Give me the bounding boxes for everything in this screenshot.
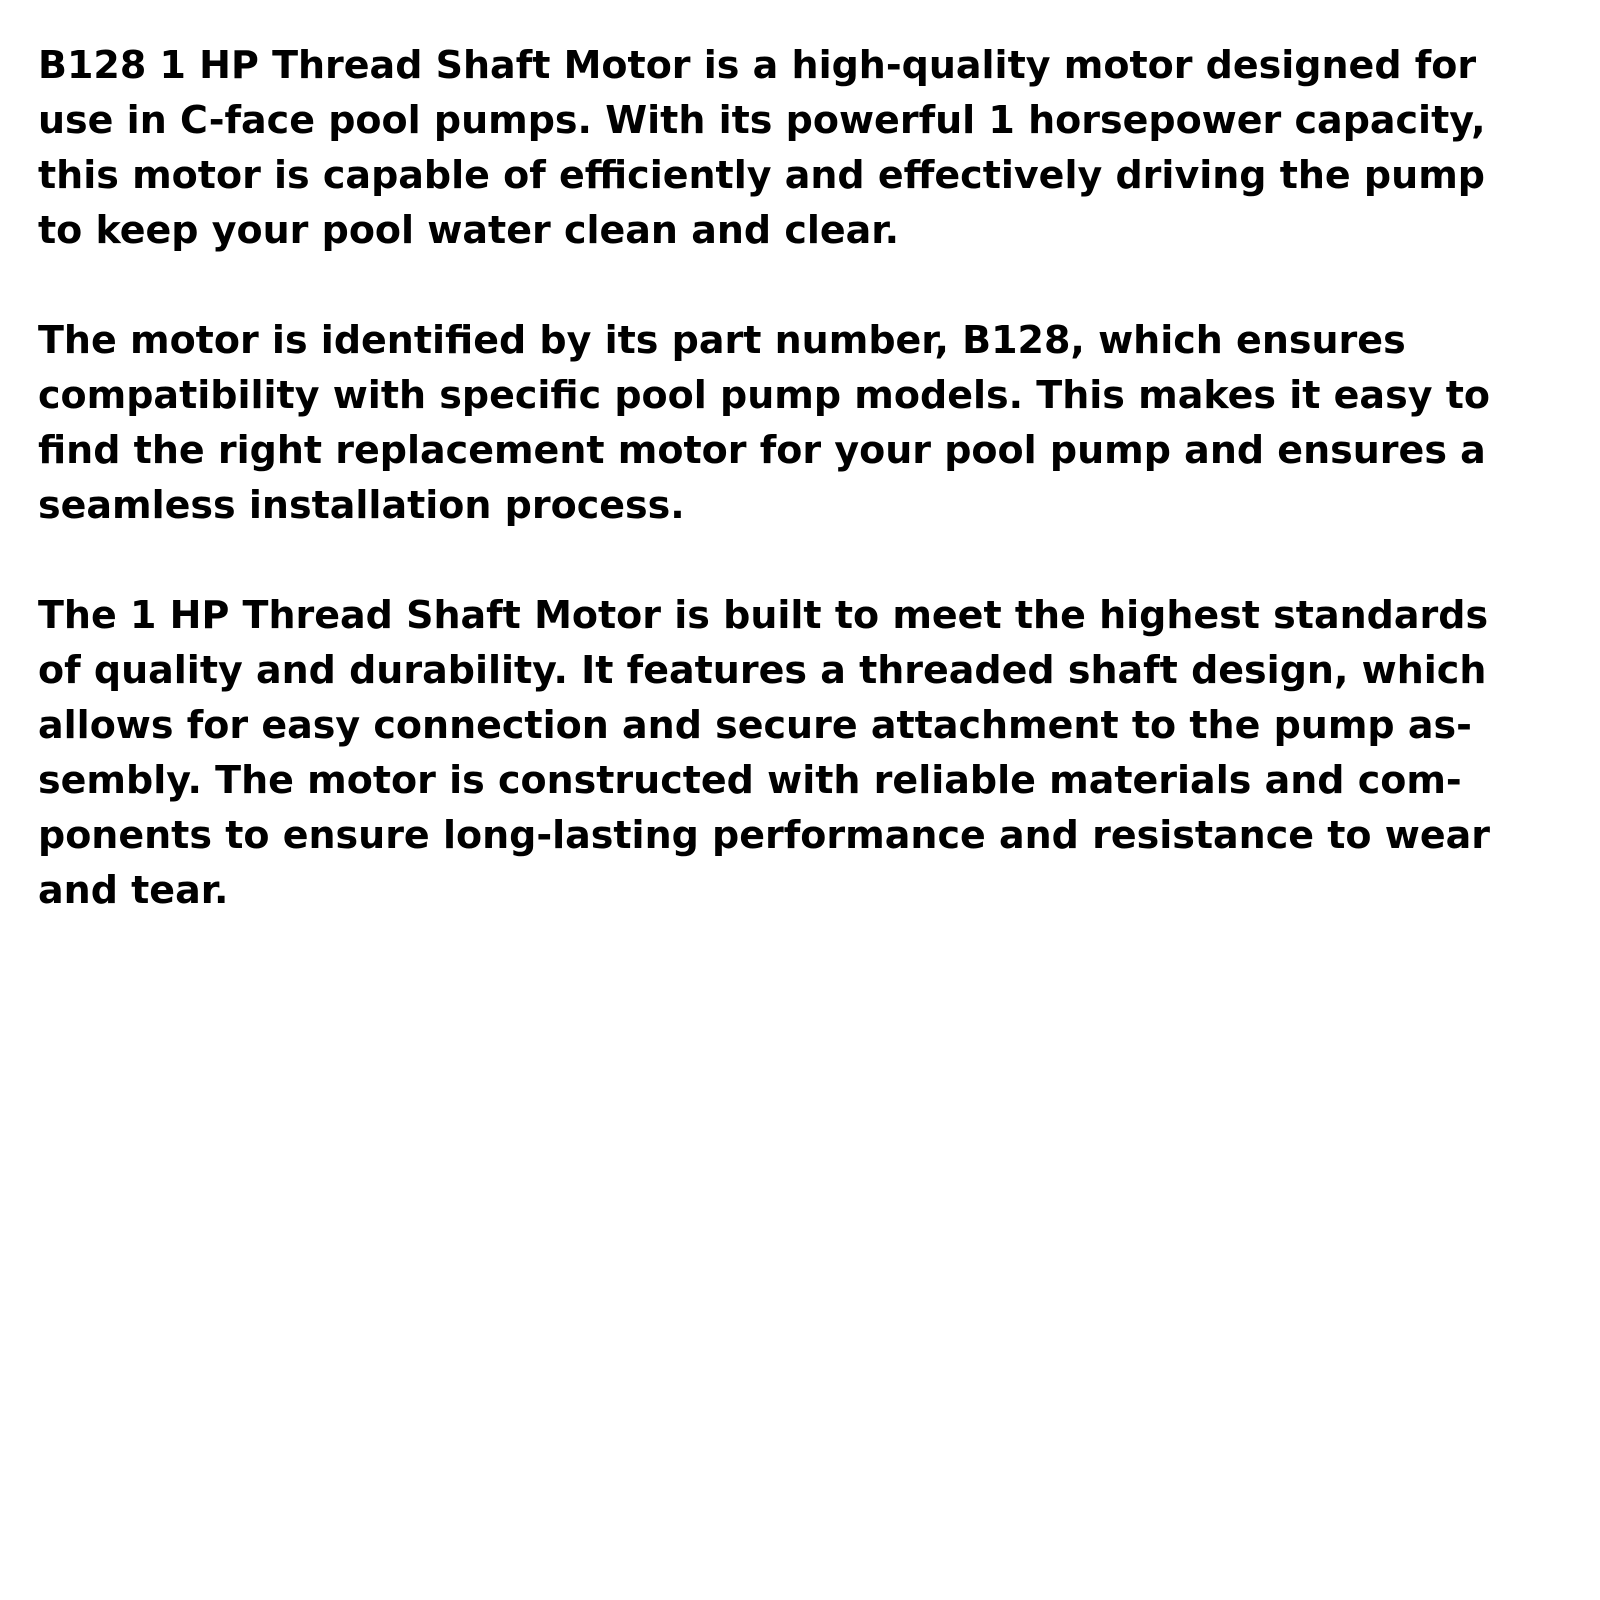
text-line: sembly. The motor is constructed with reliable materials and com- (38, 758, 1462, 802)
text-line: to keep your pool water clean and clear. (38, 208, 900, 252)
durability-paragraph (38, 588, 1568, 918)
text-line: ponents to ensure long-lasting performance and resistance to wear (38, 813, 1491, 857)
text-line: compatibility with specific pool pump models. This makes it easy to (38, 373, 1490, 417)
product-description (38, 38, 1568, 973)
text-line: The 1 HP Thread Shaft Motor is built to meet the highest standards (38, 593, 1489, 637)
intro-paragraph (38, 38, 1568, 258)
text-line: seamless installation process. (38, 483, 685, 527)
text-line: of quality and durability. It features a threaded shaft design, which (38, 648, 1487, 692)
text-line: find the right replacement motor for your pool pump and ensures a (38, 428, 1486, 472)
text-line: and tear. (38, 868, 229, 912)
text-line: allows for easy connection and secure attachment to the pump as- (38, 703, 1472, 747)
text-line: use in C-face pool pumps. With its powerful 1 horsepower capacity, (38, 98, 1486, 142)
text-line: this motor is capable of efficiently and effectively driving the pump (38, 153, 1485, 197)
text-line: The motor is identified by its part number, B128, which ensures (38, 318, 1406, 362)
part-number-paragraph (38, 313, 1568, 533)
text-line: B128 1 HP Thread Shaft Motor is a high-quality motor designed for (38, 43, 1477, 87)
